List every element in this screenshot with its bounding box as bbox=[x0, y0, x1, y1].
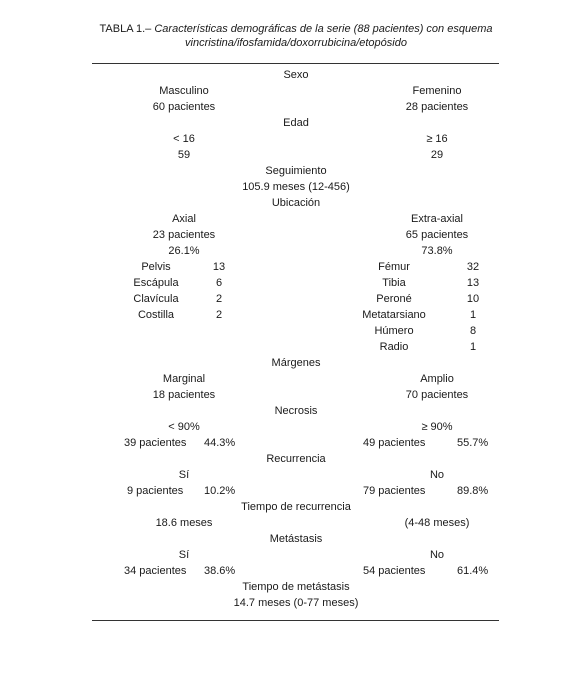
edad-header: Edad bbox=[283, 117, 309, 129]
ubicacion-header: Ubicación bbox=[271, 197, 321, 209]
axial-site-value: 6 bbox=[215, 277, 223, 289]
extra-site-value: 32 bbox=[466, 261, 480, 273]
recurrencia-left-percent: 10.2% bbox=[204, 485, 236, 497]
extra-site-name: Húmero bbox=[374, 325, 414, 337]
extra-site-name: Tibia bbox=[382, 277, 406, 289]
metastasis-left-label: Sí bbox=[178, 549, 190, 561]
extra-site-value: 13 bbox=[466, 277, 480, 289]
metastasis-left-count: 34 pacientes bbox=[124, 565, 187, 577]
seguimiento-value: 105.9 meses (12-456) bbox=[242, 181, 350, 193]
tiempo-recurrencia-right-value: (4-48 meses) bbox=[404, 517, 470, 529]
seguimiento-header: Seguimiento bbox=[265, 165, 327, 177]
ubicacion-right-label: Extra-axial bbox=[411, 213, 463, 225]
tiempo-metastasis-value: 14.7 meses (0-77 meses) bbox=[233, 597, 359, 609]
necrosis-left-count: 39 pacientes bbox=[124, 437, 187, 449]
ubicacion-left-percent: 26.1% bbox=[168, 245, 200, 257]
axial-site-name: Clavícula bbox=[133, 293, 179, 305]
margenes-right-label: Amplio bbox=[420, 373, 454, 385]
caption-lead: TABLA 1.– bbox=[99, 23, 152, 35]
ubicacion-left-count: 23 pacientes bbox=[152, 229, 216, 241]
ubicacion-right-percent: 73.8% bbox=[421, 245, 453, 257]
metastasis-right-percent: 61.4% bbox=[457, 565, 489, 577]
tiempo-metastasis-header: Tiempo de metástasis bbox=[242, 581, 350, 593]
margenes-right-value: 70 pacientes bbox=[405, 389, 469, 401]
axial-site-value: 13 bbox=[212, 261, 226, 273]
axial-site-name: Pelvis bbox=[141, 261, 171, 273]
recurrencia-header: Recurrencia bbox=[266, 453, 326, 465]
extra-site-name: Peroné bbox=[376, 293, 412, 305]
caption-title: Características demográficas de la serie (88 pacientes) con esquema bbox=[154, 23, 493, 35]
sexo-left-value: 60 pacientes bbox=[152, 101, 216, 113]
necrosis-left-label: < 90% bbox=[168, 421, 200, 433]
axial-site-value: 2 bbox=[215, 309, 223, 321]
recurrencia-right-count: 79 pacientes bbox=[363, 485, 426, 497]
tiempo-recurrencia-left-value: 18.6 meses bbox=[155, 517, 213, 529]
caption-line-1 bbox=[92, 22, 500, 36]
margenes-left-label: Marginal bbox=[162, 373, 206, 385]
metastasis-right-label: No bbox=[429, 549, 445, 561]
necrosis-right-label: ≥ 90% bbox=[421, 421, 453, 433]
edad-right-value: 29 bbox=[430, 149, 444, 161]
extra-site-name: Metatarsiano bbox=[362, 309, 426, 321]
recurrencia-left-label: Sí bbox=[178, 469, 190, 481]
table-caption bbox=[92, 22, 500, 50]
axial-site-name: Escápula bbox=[133, 277, 179, 289]
extra-site-value: 1 bbox=[469, 309, 477, 321]
edad-left-label: < 16 bbox=[173, 133, 195, 145]
sexo-left-label: Masculino bbox=[159, 85, 209, 97]
recurrencia-right-label: No bbox=[429, 469, 445, 481]
extra-site-name: Fémur bbox=[378, 261, 410, 273]
metastasis-left-percent: 38.6% bbox=[204, 565, 236, 577]
caption-line-2: vincristina/ifosfamida/doxorrubicina/etopósido bbox=[185, 37, 407, 49]
necrosis-left-percent: 44.3% bbox=[204, 437, 236, 449]
extra-site-name: Radio bbox=[379, 341, 409, 353]
necrosis-header: Necrosis bbox=[274, 405, 318, 417]
recurrencia-left-count: 9 pacientes bbox=[127, 485, 184, 497]
ubicacion-left-label: Axial bbox=[172, 213, 196, 225]
axial-site-value: 2 bbox=[215, 293, 223, 305]
extra-site-value: 10 bbox=[466, 293, 480, 305]
extra-site-value: 1 bbox=[469, 341, 477, 353]
necrosis-right-count: 49 pacientes bbox=[363, 437, 426, 449]
edad-left-value: 59 bbox=[177, 149, 191, 161]
recurrencia-right-percent: 89.8% bbox=[457, 485, 489, 497]
sexo-right-label: Femenino bbox=[412, 85, 462, 97]
metastasis-header: Metástasis bbox=[269, 533, 323, 545]
margenes-header: Márgenes bbox=[271, 357, 321, 369]
sexo-header: Sexo bbox=[283, 69, 309, 81]
extra-site-value: 8 bbox=[469, 325, 477, 337]
margenes-left-value: 18 pacientes bbox=[152, 389, 216, 401]
sexo-right-value: 28 pacientes bbox=[405, 101, 469, 113]
table-top-rule bbox=[92, 63, 499, 64]
axial-site-name: Costilla bbox=[137, 309, 175, 321]
edad-right-label: ≥ 16 bbox=[426, 133, 448, 145]
metastasis-right-count: 54 pacientes bbox=[363, 565, 426, 577]
tiempo-recurrencia-header: Tiempo de recurrencia bbox=[241, 501, 351, 513]
necrosis-right-percent: 55.7% bbox=[457, 437, 489, 449]
table-bottom-rule bbox=[92, 620, 499, 621]
ubicacion-right-count: 65 pacientes bbox=[405, 229, 469, 241]
